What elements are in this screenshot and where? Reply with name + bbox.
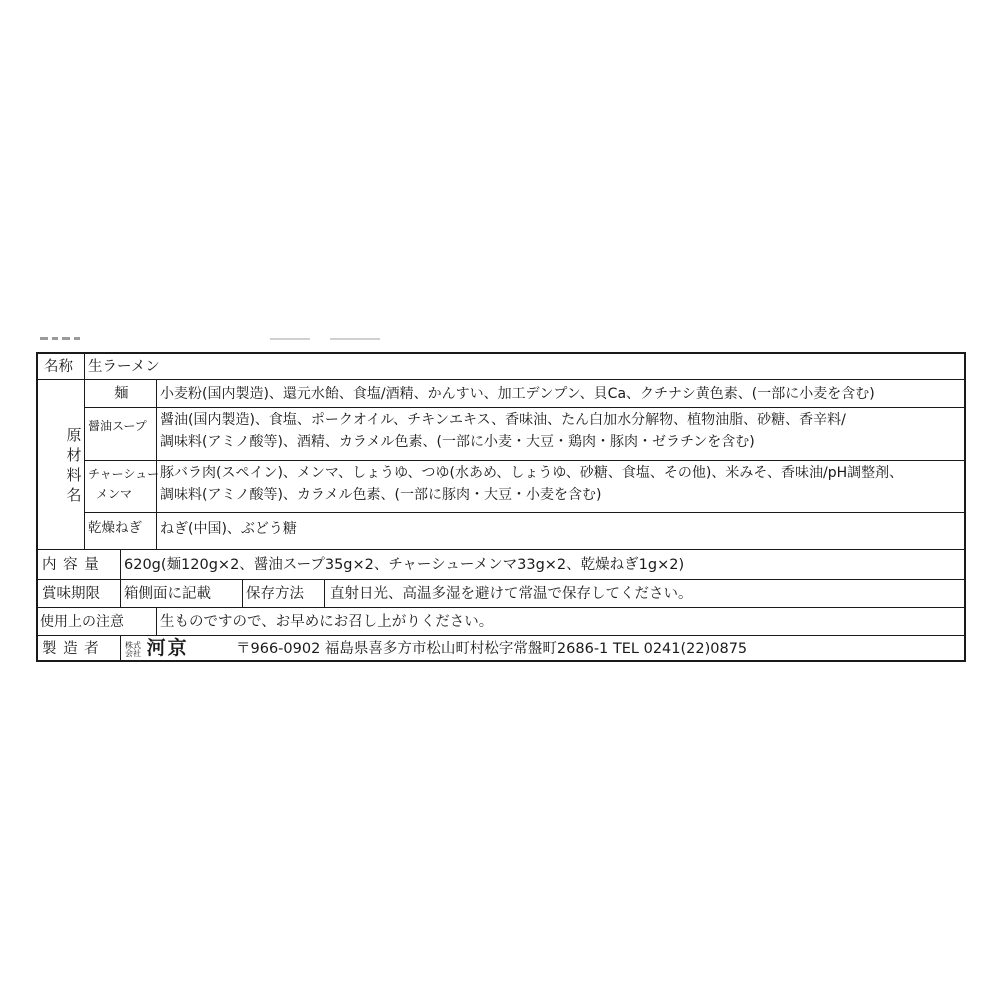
content-row xyxy=(38,550,964,580)
ingredient-component-menma: メンマ xyxy=(96,487,133,501)
caution-row xyxy=(38,608,964,636)
caution-header: 使用上の注意 xyxy=(40,614,124,630)
maker-row xyxy=(38,636,964,662)
name-value: 生ラーメン xyxy=(88,359,160,375)
ingredient-list-chashu-line2: 調味料(アミノ酸等)、カラメル色素、(一部に豚肉・大豆・小麦を含む) xyxy=(160,487,602,503)
ingredient-component-dried-green-onion: 乾燥ねぎ xyxy=(88,520,142,536)
maker-header: 製 造 者 xyxy=(42,641,100,657)
content-value: 620g(麺120g×2、醤油スープ35g×2、チャーシューメンマ33g×2、乾燥ねぎ1g×2) xyxy=(124,557,685,573)
company-type-tag: 株式 会社 xyxy=(125,641,141,658)
food-label-table xyxy=(36,352,966,662)
best-before-storage-row xyxy=(38,580,964,608)
ingredients-header-char: 原 xyxy=(66,425,82,444)
name-header: 名称 xyxy=(44,359,73,375)
ingredients-header-char: 名 xyxy=(66,485,82,504)
faint-print-marks xyxy=(40,336,440,342)
content-header: 内 容 量 xyxy=(42,557,100,573)
ingredients-header-char: 料 xyxy=(66,465,82,484)
ingredient-component-chashu: チャーシュー xyxy=(88,467,160,481)
best-before-value: 箱側面に記載 xyxy=(124,586,211,602)
ingredient-list-soy-soup-line1: 醤油(国内製造)、食塩、ポークオイル、チキンエキス、香味油、たん白加水分解物、植物油脂、砂糖、香辛料/ xyxy=(160,412,846,428)
caution-value: 生ものですので、お早めにお召し上がりください。 xyxy=(160,614,494,630)
ingredient-list-noodles: 小麦粉(国内製造)、還元水飴、食塩/酒精、かんすい、加工デンプン、貝Ca、クチナシ黄色素、(一部に小麦を含む) xyxy=(160,386,875,402)
storage-value: 直射日光、高温多湿を避けて常温で保存してください。 xyxy=(330,586,693,602)
ingredients-header-char: 材 xyxy=(66,445,82,464)
best-before-header: 賞味期限 xyxy=(42,586,100,602)
ingredient-list-dried-green-onion: ねぎ(中国)、ぶどう糖 xyxy=(160,521,297,537)
ingredient-component-noodles: 麺 xyxy=(114,386,129,402)
maker-company xyxy=(124,639,189,658)
ingredient-list-soy-soup-line2: 調味料(アミノ酸等)、酒精、カラメル色素、(一部に小麦・大豆・鶏肉・豚肉・ゼラチンを含む) xyxy=(160,434,755,450)
name-row xyxy=(38,354,964,380)
ingredient-list-chashu-line1: 豚バラ肉(スペイン)、メンマ、しょうゆ、つゆ(水あめ、しょうゆ、砂糖、食塩、その他)、米みそ、香味油/pH調整剤、 xyxy=(160,465,904,481)
ingredient-component-soy-soup: 醤油スープ xyxy=(88,419,147,433)
storage-header: 保存方法 xyxy=(246,586,304,602)
maker-address: 〒966-0902 福島県喜多方市松山町村松字常盤町2686-1 TEL 0241(22)0875 xyxy=(236,641,748,657)
maker-company-name: 河京 xyxy=(146,637,189,659)
ingredients-block xyxy=(38,380,964,550)
